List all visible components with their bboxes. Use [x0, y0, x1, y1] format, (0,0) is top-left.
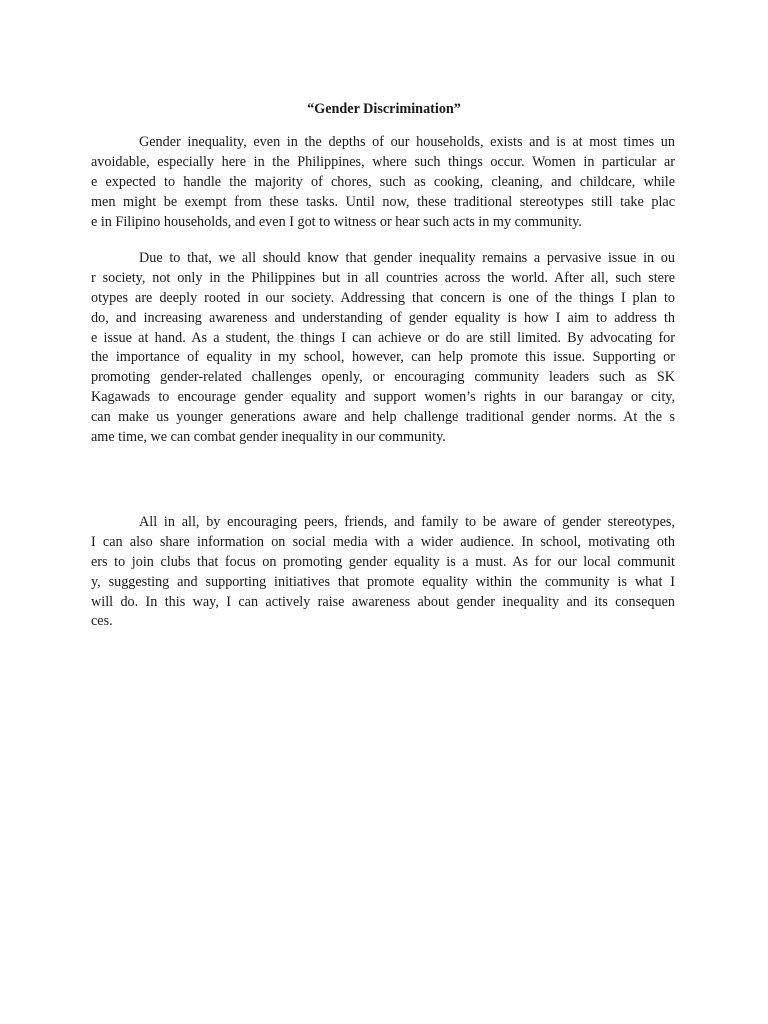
paragraph-line: ers to join clubs that focus on promoting gender equality is a must. As for our local communit	[91, 553, 675, 570]
paragraph-line: r society, not only in the Philippines but in all countries across the world. After all, such stere	[91, 269, 675, 286]
paragraph-line: y, suggesting and supporting initiatives that promote equality within the community is what I	[91, 573, 675, 590]
paragraph-line: e issue at hand. As a student, the things I can achieve or do are still limited. By advocating for	[91, 329, 675, 346]
paragraph-line: avoidable, especially here in the Philippines, where such things occur. Women in particular ar	[91, 153, 675, 170]
paragraph-line: otypes are deeply rooted in our society. Addressing that concern is one of the things I plan to	[91, 289, 675, 306]
paragraph-line: the importance of equality in my school, however, can help promote this issue. Supporting or	[91, 349, 675, 366]
paragraph-1	[91, 133, 675, 232]
document-title: “Gender Discrimination”	[307, 101, 461, 117]
paragraph-line: e in Filipino households, and even I got to witness or hear such acts in my community.	[91, 213, 582, 230]
paragraph-line: ces.	[91, 613, 113, 630]
paragraph-line: All in all, by encouraging peers, friends, and family to be aware of gender stereotypes,	[139, 514, 675, 530]
paragraph-line: do, and increasing awareness and understanding of gender equality is how I aim to address th	[91, 309, 675, 326]
paragraph-line: e expected to handle the majority of chores, such as cooking, cleaning, and childcare, while	[91, 173, 675, 190]
paragraph-line: promoting gender-related challenges openly, or encouraging community leaders such as SK	[91, 369, 675, 386]
paragraph-line: ame time, we can combat gender inequality in our community.	[91, 429, 446, 446]
paragraph-2	[91, 249, 675, 448]
paragraph-3	[91, 513, 675, 632]
paragraph-line: will do. In this way, I can actively raise awareness about gender inequality and its consequen	[91, 593, 675, 610]
paragraph-line: men might be exempt from these tasks. Until now, these traditional stereotypes still take plac	[91, 193, 675, 210]
paragraph-line: Gender inequality, even in the depths of our households, exists and is at most times un	[139, 134, 675, 150]
paragraph-line: can make us younger generations aware and help challenge traditional gender norms. At the s	[91, 409, 675, 426]
paragraph-line: I can also share information on social media with a wider audience. In school, motivating oth	[91, 533, 675, 550]
paragraph-line: Due to that, we all should know that gender inequality remains a pervasive issue in ou	[139, 250, 675, 266]
paragraph-line: Kagawads to encourage gender equality and support women’s rights in our barangay or city,	[91, 389, 675, 406]
